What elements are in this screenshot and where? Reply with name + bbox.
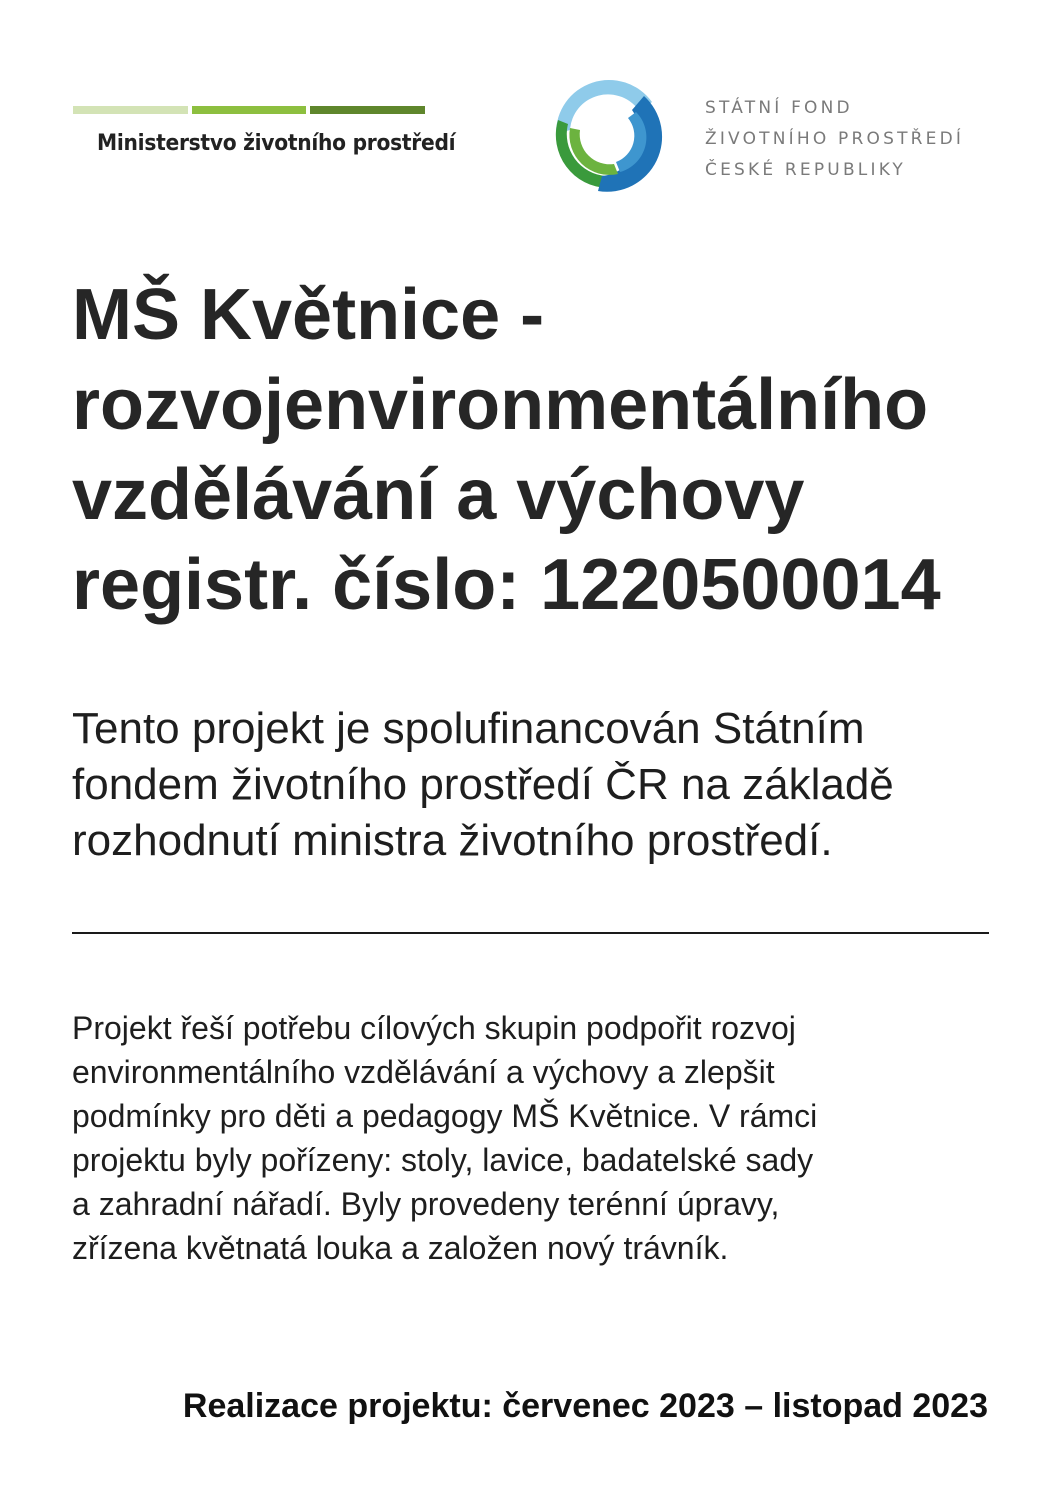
realization-period: Realizace projektu: červenec 2023 – listopad 2023 [182,1387,988,1425]
ministry-name: Ministerstvo životního prostředí [97,131,456,156]
section-divider [72,932,989,934]
ministry-logo-bar-dark [310,106,425,114]
fund-name-line-3: ČESKÉ REPUBLIKY [705,160,907,180]
description-line-6: zřízena květnatá louka a založen nový trávník. [72,1230,729,1266]
cofinancing-line-3: rozhodnutí ministra životního prostředí. [72,816,833,865]
project-title-line-1: MŠ Květnice - [72,275,545,355]
project-registration-number: registr. číslo: 1220500014 [72,545,941,625]
ministry-logo-bars [73,106,425,114]
description-line-1: Projekt řeší potřebu cílových skupin podpořit rozvoj [72,1010,796,1046]
fund-name-line-1: STÁTNÍ FOND [705,98,853,118]
ministry-logo-bar-light [73,106,188,114]
project-title-line-3: vzdělávání a výchovy [72,455,805,535]
description-line-5: a zahradní nářadí. Byly provedeny terénní úpravy, [72,1186,780,1222]
description-line-3: podmínky pro děti a pedagogy MŠ Květnice. V rámci [72,1098,818,1134]
description-line-4: projektu byly pořízeny: stoly, lavice, badatelské sady [72,1142,814,1178]
project-title [72,270,1032,630]
project-title-line-2: rozvojenvironmentálního [72,365,929,445]
project-description [72,1006,1022,1270]
cofinancing-line-2: fondem životního prostředí ČR na základě [72,760,894,809]
cofinancing-statement [72,701,1032,869]
description-line-2: environmentálního vzdělávání a výchovy a zlepšit [72,1054,775,1090]
fund-emblem-icon [548,72,670,194]
fund-emblem-blue-arc [598,96,662,192]
fund-name [705,93,964,186]
ministry-logo [73,106,456,156]
ministry-logo-bar-mid [192,106,307,114]
cofinancing-line-1: Tento projekt je spolufinancován Státním [72,704,865,753]
fund-name-line-2: ŽIVOTNÍHO PROSTŘEDÍ [705,129,965,149]
